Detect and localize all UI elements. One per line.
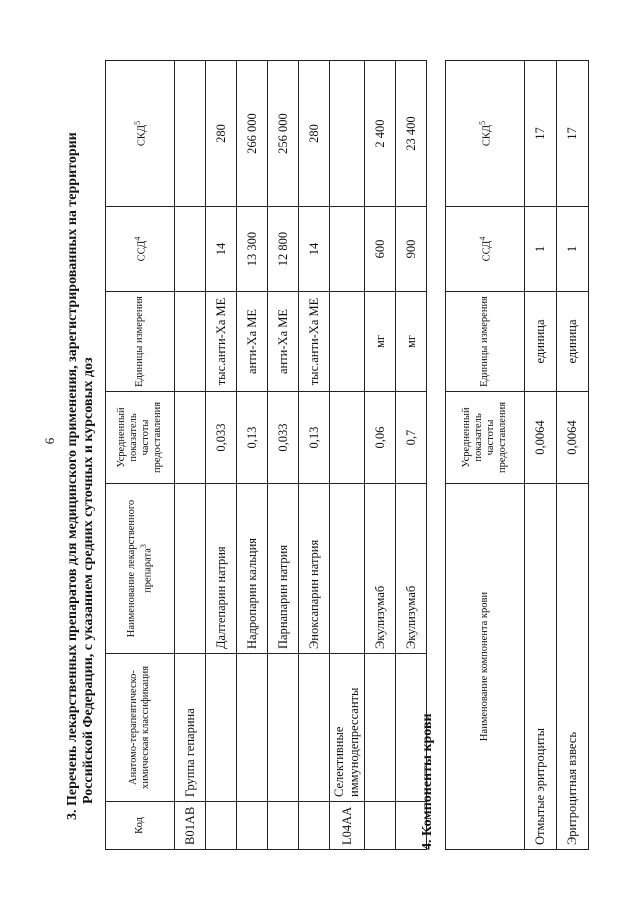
cell-unit: тыс.анти-Xa МЕ xyxy=(299,292,330,392)
cell-skd: 23 400 xyxy=(396,61,427,207)
header-atc: Анатомо-терапевтическо-химическая классификация xyxy=(106,654,175,802)
cell-unit: единица xyxy=(557,292,589,392)
cell-unit: тыс.анти-Xa МЕ xyxy=(206,292,237,392)
cell-name: Далтепарин натрия xyxy=(206,484,237,654)
cell-code xyxy=(365,802,396,850)
cell-name: Эноксапарин натрия xyxy=(299,484,330,654)
cell-freq: 0,0064 xyxy=(525,392,557,484)
header-ssd: ССД$^4$ xyxy=(106,207,175,292)
cell-atc xyxy=(365,654,396,802)
cell-unit: мг xyxy=(365,292,396,392)
cell-ssd xyxy=(175,207,206,292)
cell-code: B01AB xyxy=(175,802,206,850)
cell-unit: анти-Xa МЕ xyxy=(268,292,299,392)
cell-ssd: 1 xyxy=(557,207,589,292)
header-unit: Единицы измерения xyxy=(446,292,525,392)
cell-name: Парнапарин натрия xyxy=(268,484,299,654)
cell-atc xyxy=(268,654,299,802)
cell-name xyxy=(175,484,206,654)
cell-atc: Группа гепарина xyxy=(175,654,206,802)
cell-freq: 0,033 xyxy=(206,392,237,484)
cell-unit: мг xyxy=(396,292,427,392)
cell-code xyxy=(299,802,330,850)
table-row xyxy=(365,61,396,850)
cell-ssd xyxy=(330,207,365,292)
cell-ssd: 900 xyxy=(396,207,427,292)
cell-ssd: 600 xyxy=(365,207,396,292)
table-row xyxy=(557,61,589,850)
header-freq: Усредненный показатель частоты предоставления xyxy=(106,392,175,484)
cell-skd: 2 400 xyxy=(365,61,396,207)
rotated-sheet xyxy=(45,40,605,890)
cell-name xyxy=(330,484,365,654)
cell-skd: 280 xyxy=(206,61,237,207)
header-ssd: ССД$^4$ xyxy=(446,207,525,292)
cell-ssd: 13 300 xyxy=(237,207,268,292)
section-3-heading xyxy=(65,50,97,820)
header-freq: Усредненный показатель частоты предоставления xyxy=(446,392,525,484)
cell-unit xyxy=(330,292,365,392)
header-skd: СКД$^5$ xyxy=(446,61,525,207)
cell-name: Эритроцитная взвесь xyxy=(557,484,589,850)
table-row xyxy=(175,61,206,850)
cell-skd: 17 xyxy=(525,61,557,207)
cell-freq: 0,13 xyxy=(237,392,268,484)
cell-unit xyxy=(175,292,206,392)
section-3-title-line2: Российской Федерации, с указанием средних суточных и курсовых доз xyxy=(81,357,96,804)
cell-unit: анти-Xa МЕ xyxy=(237,292,268,392)
cell-skd: 266 000 xyxy=(237,61,268,207)
cell-freq: 0,7 xyxy=(396,392,427,484)
cell-freq: 0,13 xyxy=(299,392,330,484)
cell-name: Отмытые эритроциты xyxy=(525,484,557,850)
cell-ssd: 12 800 xyxy=(268,207,299,292)
header-code: Код xyxy=(106,802,175,850)
drug-table xyxy=(105,60,427,850)
cell-name: Экулизумаб xyxy=(396,484,427,654)
cell-name: Экулизумаб xyxy=(365,484,396,654)
cell-code xyxy=(206,802,237,850)
cell-skd: 17 xyxy=(557,61,589,207)
table-row xyxy=(206,61,237,850)
table-row xyxy=(330,61,365,850)
blood-table-header xyxy=(446,61,525,850)
cell-freq xyxy=(330,392,365,484)
table-row xyxy=(525,61,557,850)
cell-skd xyxy=(175,61,206,207)
cell-skd: 256 000 xyxy=(268,61,299,207)
table-row xyxy=(299,61,330,850)
cell-freq: 0,033 xyxy=(268,392,299,484)
cell-unit: единица xyxy=(525,292,557,392)
table-row xyxy=(268,61,299,850)
blood-table xyxy=(445,60,589,850)
cell-ssd: 14 xyxy=(206,207,237,292)
cell-atc xyxy=(299,654,330,802)
cell-atc xyxy=(206,654,237,802)
header-name: Наименование лекарственного препарата$^3$ xyxy=(106,484,175,654)
cell-code xyxy=(268,802,299,850)
cell-freq xyxy=(175,392,206,484)
cell-freq: 0,06 xyxy=(365,392,396,484)
cell-ssd: 1 xyxy=(525,207,557,292)
page-number: 6 xyxy=(42,437,57,445)
cell-name: Надропарин кальция xyxy=(237,484,268,654)
table-row xyxy=(237,61,268,850)
cell-freq: 0,0064 xyxy=(557,392,589,484)
cell-code: L04AA xyxy=(330,802,365,850)
header-skd: СКД$^5$ xyxy=(106,61,175,207)
cell-atc xyxy=(237,654,268,802)
cell-skd xyxy=(330,61,365,207)
header-unit: Единицы измерения xyxy=(106,292,175,392)
drug-table-header xyxy=(106,61,175,850)
cell-skd: 280 xyxy=(299,61,330,207)
cell-atc: Селективные иммунодепрессанты xyxy=(330,654,365,802)
section-4-heading: 4. Компоненты крови xyxy=(420,713,435,850)
cell-ssd: 14 xyxy=(299,207,330,292)
section-3-title-line1: 3. Перечень лекарственных препаратов для медицинского применения, зарегистрированных на территории xyxy=(65,132,80,820)
cell-code xyxy=(237,802,268,850)
header-component-name: Наименование компонента крови xyxy=(446,484,525,850)
